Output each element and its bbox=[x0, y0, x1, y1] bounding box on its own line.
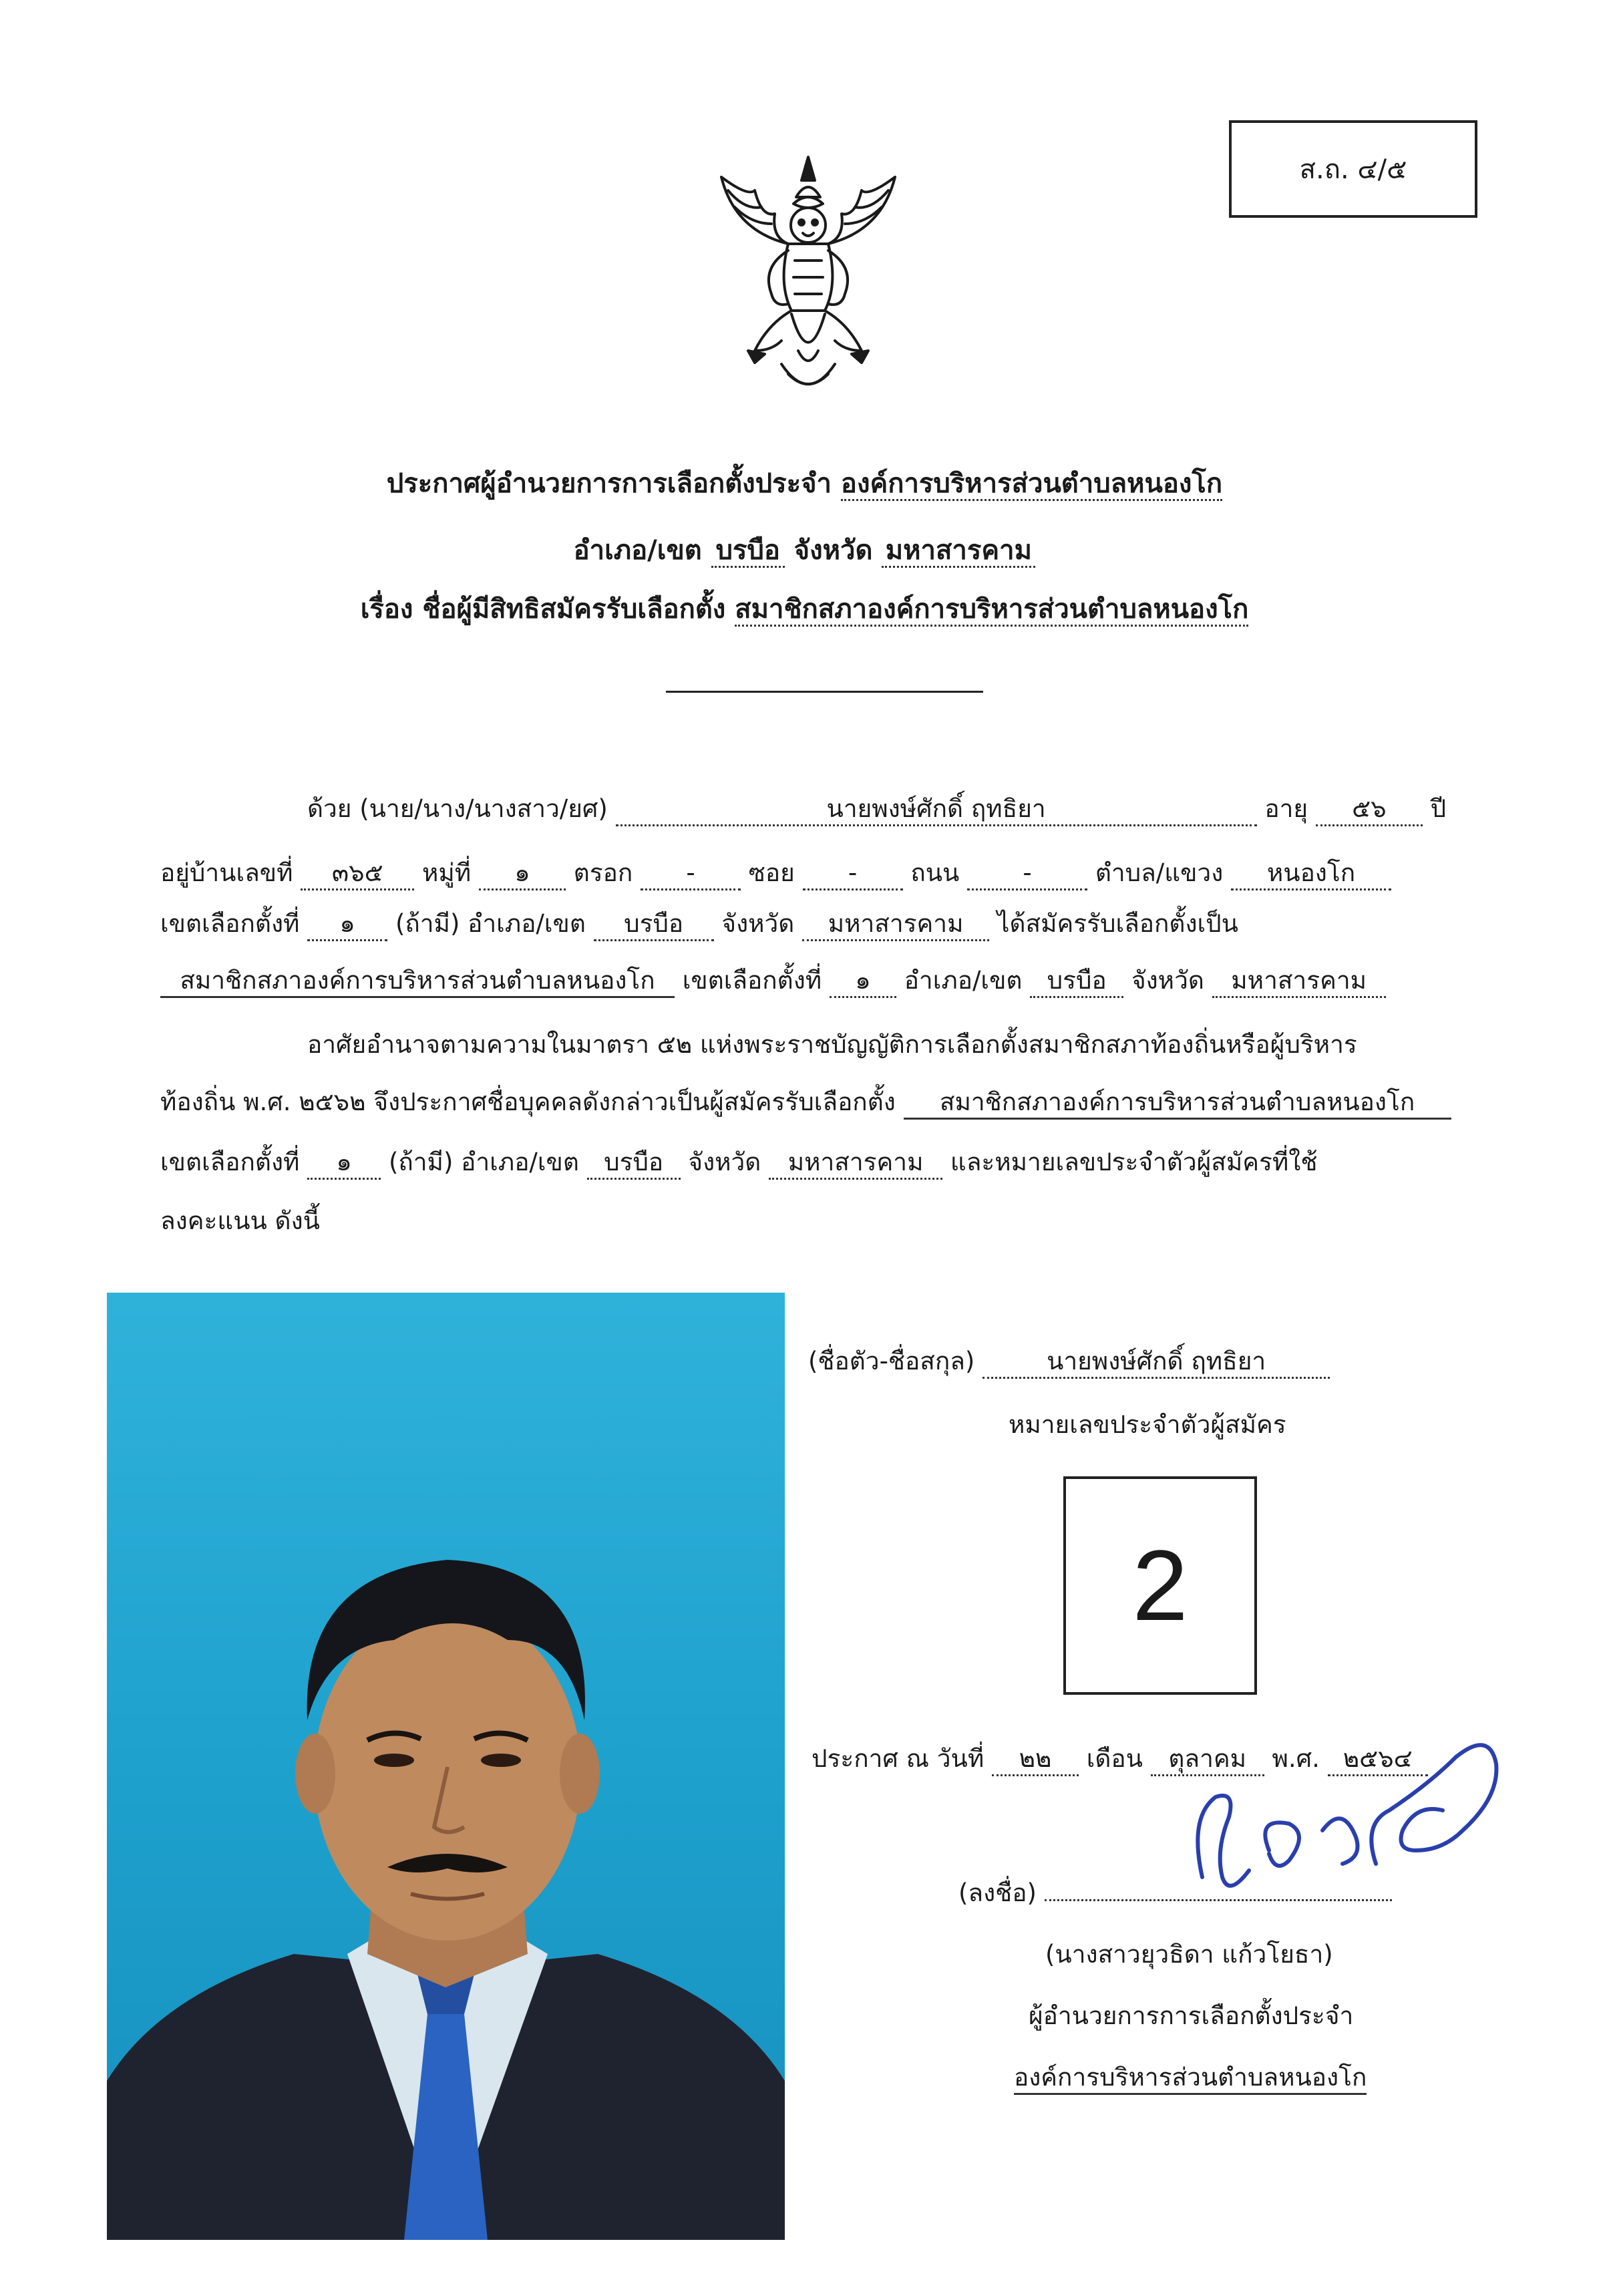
candidate-name-line bbox=[808, 1343, 1330, 1380]
sign-line bbox=[958, 1874, 1392, 1912]
moo-label: หมู่ที่ bbox=[422, 858, 472, 887]
garuda-emblem-icon bbox=[708, 150, 908, 411]
header-district-label: อำเภอ/เขต bbox=[573, 535, 702, 566]
district-field-2: บรบือ bbox=[1030, 965, 1123, 998]
position-field-2: สมาชิกสภาองค์การบริหารส่วนตำบลหนองโก bbox=[904, 1087, 1451, 1120]
district-label-3: อำเภอ/เขต bbox=[461, 1148, 579, 1176]
body-line-zone-2 bbox=[160, 1144, 1489, 1181]
age-unit: ปี bbox=[1430, 794, 1447, 823]
district-field: บรบือ bbox=[594, 909, 714, 941]
zone-label-2: เขตเลือกตั้งที่ bbox=[682, 966, 822, 995]
form-code-box bbox=[1229, 120, 1477, 218]
zone-label-3: เขตเลือกตั้งที่ bbox=[160, 1148, 300, 1176]
form-code: ส.ถ. ๔/๕ bbox=[1299, 154, 1407, 185]
province-field-2: มหาสารคาม bbox=[1212, 965, 1386, 998]
header-province-label: จังหวัด bbox=[793, 535, 873, 566]
province-field-3: มหาสารคาม bbox=[769, 1147, 942, 1180]
candidate-name-label: (ชื่อตัว-ชื่อสกุล) bbox=[808, 1347, 975, 1375]
signer-title: ผู้อำนวยการการเลือกตั้งประจำ bbox=[1029, 2001, 1354, 2030]
soi-label: ซอย bbox=[748, 858, 795, 887]
candidate-name-value: นายพงษ์ศักดิ์ ฤทธิยา bbox=[982, 1346, 1330, 1379]
date-label: ประกาศ ณ วันที่ bbox=[812, 1744, 985, 1773]
signer-name: (นางสาวยุวธิดา แก้วโยธา) bbox=[1045, 1940, 1333, 1969]
announce-text: ท้องถิ่น พ.ศ. ๒๕๖๒ จึงประกาศชื่อบุคคลดังกล่าวเป็นผู้สมัครรับเลือกตั้ง bbox=[160, 1088, 896, 1116]
header-subject-value: สมาชิกสภาองค์การบริหารส่วนตำบลหนองโก bbox=[735, 594, 1248, 627]
body-line-announce bbox=[160, 1084, 1489, 1121]
body-line-name bbox=[307, 790, 1483, 828]
candidate-number: 2 bbox=[1132, 1529, 1188, 1641]
zone-field-2: ๑ bbox=[830, 965, 896, 998]
position-field: สมาชิกสภาองค์การบริหารส่วนตำบลหนองโก bbox=[160, 965, 675, 998]
authority-text: อาศัยอำนาจตามความในมาตรา ๕๒ แห่งพระราชบัญญัติการเลือกตั้งสมาชิกสภาท้องถิ่นหรือผู้บริหาร bbox=[307, 1030, 1357, 1059]
portrait-illustration bbox=[107, 1293, 785, 2240]
district-label-2: อำเภอ/เขต bbox=[904, 966, 1023, 995]
year-field: ๒๕๖๔ bbox=[1328, 1744, 1428, 1776]
province-label-3: จังหวัด bbox=[688, 1148, 761, 1176]
closing-text: ลงคะแนน ดังนี้ bbox=[160, 1206, 320, 1235]
if-any-note-2: (ถ้ามี) bbox=[388, 1148, 454, 1176]
month-label: เดือน bbox=[1086, 1744, 1143, 1773]
road-field: - bbox=[967, 858, 1087, 890]
header-district-value: บรบือ bbox=[711, 535, 785, 568]
age-label: อายุ bbox=[1264, 794, 1308, 823]
header-divider bbox=[666, 691, 983, 693]
trok-field: - bbox=[641, 858, 741, 890]
age-field: ๕๖ bbox=[1316, 794, 1423, 826]
soi-field: - bbox=[803, 858, 903, 890]
candidate-number-label: หมายเลขประจำตัวผู้สมัคร bbox=[1009, 1410, 1286, 1439]
zone-label: เขตเลือกตั้งที่ bbox=[160, 909, 300, 938]
house-label: อยู่บ้านเลขที่ bbox=[160, 858, 293, 887]
body-line-position bbox=[160, 962, 1489, 999]
header-subject-label: เรื่อง ชื่อผู้มีสิทธิสมัครรับเลือกตั้ง bbox=[360, 594, 726, 625]
if-any-note: (ถ้ามี) bbox=[395, 909, 460, 938]
candidate-portrait bbox=[107, 1293, 785, 2240]
body-line-authority bbox=[307, 1026, 1489, 1063]
house-field: ๓๖๕ bbox=[301, 858, 414, 890]
header-organization: องค์การบริหารส่วนตำบลหนองโก bbox=[841, 468, 1222, 501]
province-label-2: จังหวัด bbox=[1131, 966, 1204, 995]
candidate-number-text: และหมายเลขประจำตัวผู้สมัครที่ใช้ bbox=[950, 1148, 1318, 1176]
body-line-end bbox=[160, 1202, 1489, 1240]
day-field: ๒๒ bbox=[992, 1744, 1079, 1776]
signature-field bbox=[1045, 1899, 1392, 1901]
zone-field: ๑ bbox=[307, 909, 387, 941]
body-line-zone bbox=[160, 905, 1489, 943]
tambon-label: ตำบล/แขวง bbox=[1095, 858, 1224, 887]
trok-label: ตรอก bbox=[573, 858, 633, 887]
district-field-3: บรบือ bbox=[587, 1147, 681, 1180]
month-field: ตุลาคม bbox=[1151, 1744, 1264, 1776]
applied-text: ได้สมัครรับเลือกตั้งเป็น bbox=[997, 909, 1238, 938]
candidate-name-field: นายพงษ์ศักดิ์ ฤทธิยา bbox=[616, 794, 1257, 826]
header-line-2 bbox=[0, 530, 1609, 570]
body-line-address bbox=[160, 854, 1489, 892]
signer-organization-text: องค์การบริหารส่วนตำบลหนองโก bbox=[1014, 2062, 1367, 2095]
header-line-3 bbox=[0, 589, 1609, 629]
moo-field: ๑ bbox=[479, 858, 566, 890]
sign-label: (ลงชื่อ) bbox=[958, 1878, 1037, 1907]
signer-organization bbox=[1014, 2059, 1367, 2096]
header-title-label: ประกาศผู้อำนวยการการเลือกตั้งประจำ bbox=[386, 468, 832, 499]
province-field: มหาสารคาม bbox=[802, 909, 989, 941]
year-label: พ.ศ. bbox=[1272, 1744, 1320, 1773]
intro-text: ด้วย (นาย/นาง/นางสาว/ยศ) bbox=[307, 794, 608, 823]
road-label: ถนน bbox=[910, 858, 960, 887]
district-label: อำเภอ/เขต bbox=[468, 909, 586, 938]
candidate-number-box bbox=[1063, 1476, 1257, 1695]
tambon-field: หนองโก bbox=[1231, 858, 1391, 890]
header-province-value: มหาสารคาม bbox=[882, 535, 1035, 568]
header-line-1 bbox=[0, 464, 1609, 504]
province-label: จังหวัด bbox=[721, 909, 795, 938]
zone-field-3: ๑ bbox=[307, 1147, 381, 1180]
